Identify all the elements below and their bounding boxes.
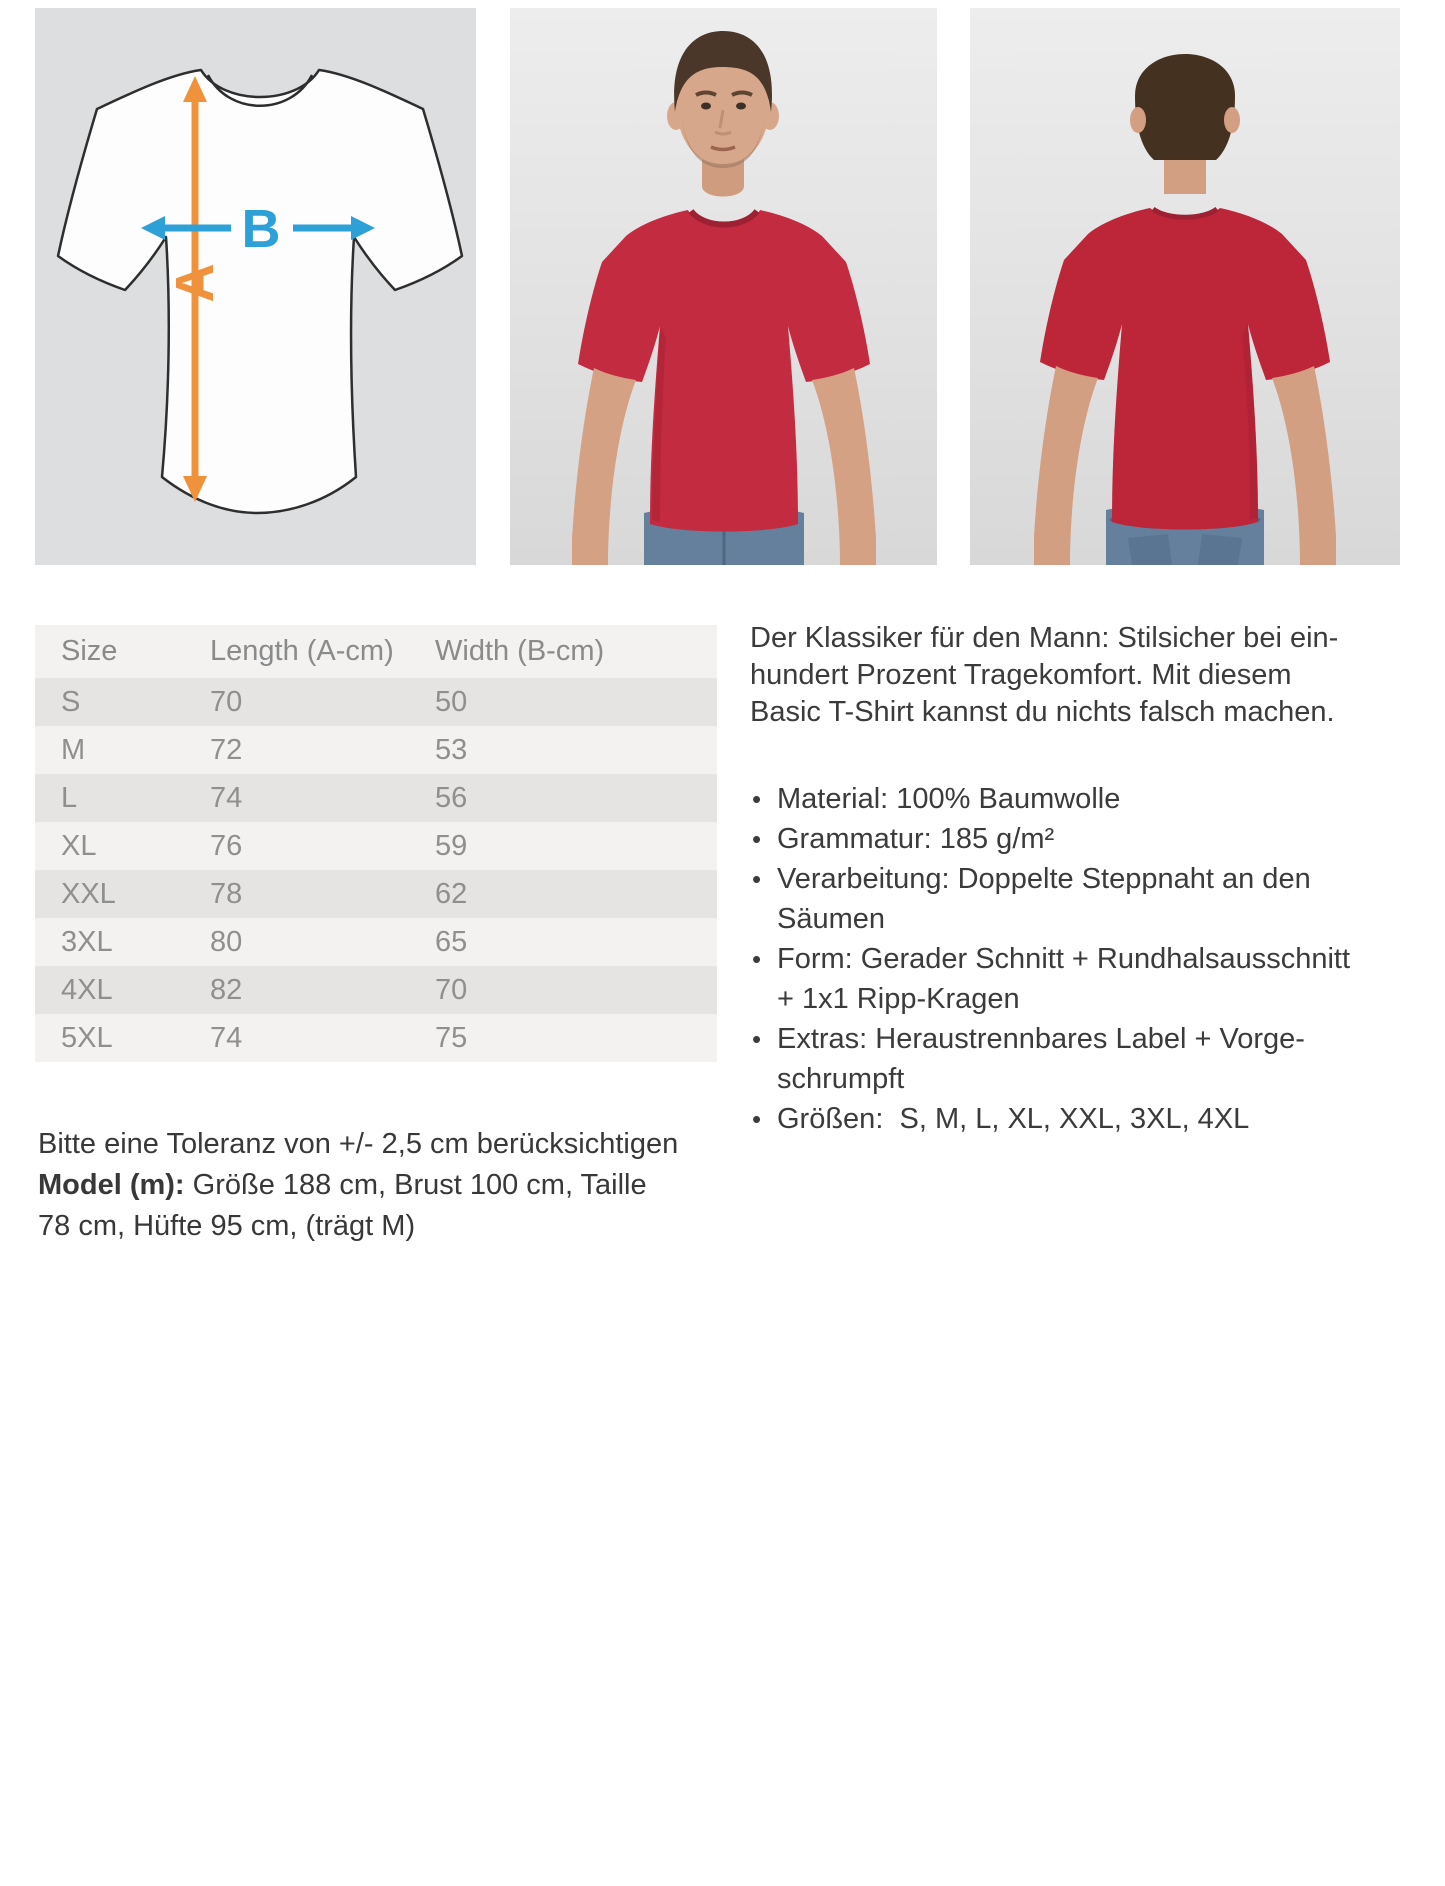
cell-length: 74 xyxy=(210,781,243,814)
cell-size: 5XL xyxy=(61,1021,113,1054)
cell-size: XXL xyxy=(61,877,116,910)
cell-size: S xyxy=(61,685,81,718)
model-front-photo xyxy=(510,8,937,565)
cell-size: XL xyxy=(61,829,97,862)
spec-item-form: • Form: Gerader Schnitt + Rundhalsausschnitt + 1x1 Ripp-Kragen xyxy=(750,939,1410,1019)
hair-back xyxy=(1135,54,1235,160)
cell-length: 70 xyxy=(210,685,243,718)
description-line: hundert Prozent Tragekomfort. Mit diesem xyxy=(750,659,1292,691)
col-header-length: Length (A-cm) xyxy=(210,635,394,667)
cell-width: 53 xyxy=(435,733,468,766)
spec-item-groessen: • Größen: S, M, L, XL, XXL, 3XL, 4XL xyxy=(750,1099,1410,1139)
ear xyxy=(1224,107,1240,133)
cell-length: 76 xyxy=(210,829,243,862)
description-line: Basic T-Shirt kannst du nichts falsch machen. xyxy=(750,696,1335,728)
model-info-line1: Größe 188 cm, Brust 100 cm, Taille xyxy=(184,1169,647,1201)
spec-list xyxy=(750,779,1410,1139)
cell-length: 78 xyxy=(210,877,243,910)
tolerance-note: Bitte eine Toleranz von +/- 2,5 cm berücksichtigen xyxy=(38,1128,679,1160)
size-diagram-image xyxy=(35,8,476,565)
table-row-3xl xyxy=(35,918,717,966)
model-info xyxy=(38,1165,698,1206)
eye xyxy=(736,103,746,110)
model-info-line2: 78 cm, Hüfte 95 cm, (trägt M) xyxy=(38,1210,416,1242)
cell-width: 75 xyxy=(435,1021,468,1054)
cell-length: 74 xyxy=(210,1021,243,1054)
tshirt-measure-diagram xyxy=(35,8,476,565)
table-row-s xyxy=(35,678,717,726)
cell-width: 50 xyxy=(435,685,468,718)
table-row-l xyxy=(35,774,717,822)
cell-width: 65 xyxy=(435,925,468,958)
spec-item-extras: • Extras: Heraustrennbares Label + Vorge- schrumpft xyxy=(750,1019,1410,1099)
table-row-xl xyxy=(35,822,717,870)
cell-length: 72 xyxy=(210,733,243,766)
spec-item-material: • Material: 100% Baumwolle xyxy=(750,779,1410,819)
eye xyxy=(701,103,711,110)
table-row-xxl xyxy=(35,870,717,918)
description-line: Der Klassiker für den Mann: Stilsicher bei ein- xyxy=(750,622,1339,654)
model-back-photo xyxy=(970,8,1400,565)
label-a: A xyxy=(165,263,225,303)
back-photo-illustration xyxy=(970,8,1400,565)
table-row-4xl xyxy=(35,966,717,1014)
cell-size: 3XL xyxy=(61,925,113,958)
cell-width: 70 xyxy=(435,973,468,1006)
spec-item-verarbeitung: • Verarbeitung: Doppelte Steppnaht an den Säumen xyxy=(750,859,1410,939)
cell-length: 80 xyxy=(210,925,243,958)
cell-size: M xyxy=(61,733,86,766)
measurement-notes xyxy=(38,1124,698,1247)
cell-size: 4XL xyxy=(61,973,113,1006)
description-paragraph xyxy=(750,620,1410,731)
product-description xyxy=(750,620,1410,1139)
size-table-header-row xyxy=(35,625,717,678)
cell-width: 62 xyxy=(435,877,468,910)
ear xyxy=(1130,107,1146,133)
cell-width: 56 xyxy=(435,781,468,814)
col-header-size: Size xyxy=(61,635,118,667)
size-table xyxy=(35,625,717,1062)
spec-item-grammatur: • Grammatur: 185 g/m² xyxy=(750,819,1410,859)
cell-length: 82 xyxy=(210,973,243,1006)
model-info-label: Model (m): xyxy=(38,1169,185,1201)
cell-width: 59 xyxy=(435,829,468,862)
front-photo-illustration xyxy=(510,8,937,565)
label-b: B xyxy=(241,199,281,259)
col-header-width: Width (B-cm) xyxy=(435,635,605,667)
table-row-5xl xyxy=(35,1014,717,1062)
cell-size: L xyxy=(61,781,78,814)
table-row-m xyxy=(35,726,717,774)
